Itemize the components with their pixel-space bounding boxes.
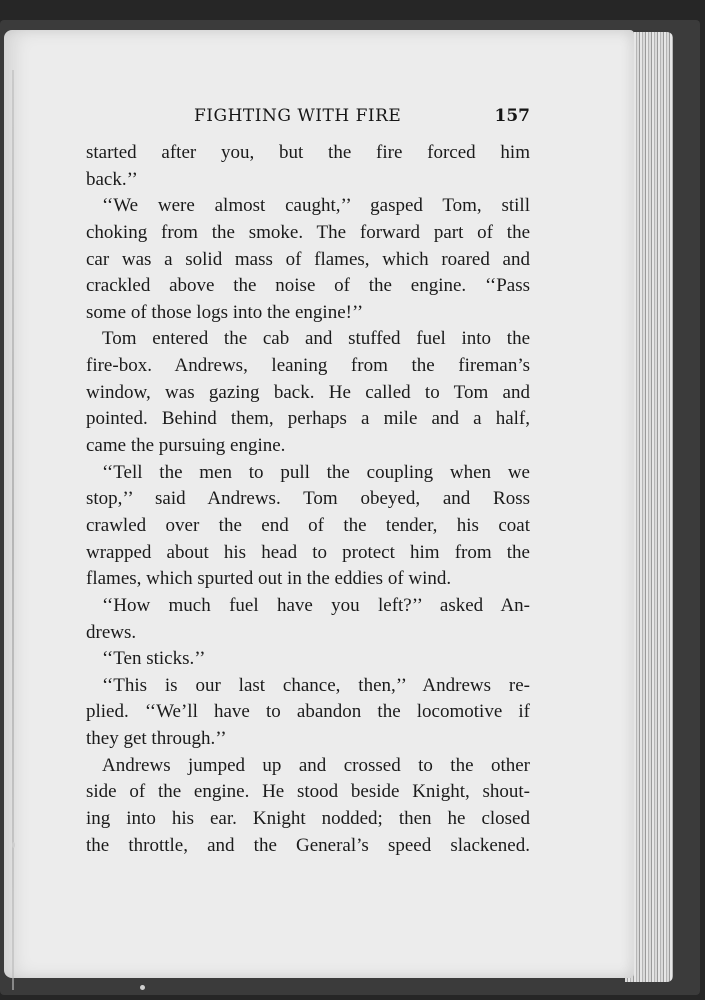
- text-line: back.’’: [86, 168, 138, 190]
- text-line: flames, which spurted out in the eddies of wind.: [86, 568, 452, 590]
- text-line: ‘‘Tell the men to pull the coupling when we: [102, 461, 530, 483]
- text-line: drews.: [86, 621, 137, 643]
- text-line: the throttle, and the General’s speed slackened.: [86, 834, 530, 856]
- text-line: fire-box. Andrews, leaning from the fireman’s: [86, 355, 530, 377]
- text-line: started after you, but the fire forced him: [86, 142, 530, 163]
- text-line: pointed. Behind them, perhaps a mile and a half,: [86, 408, 530, 430]
- text-line: ‘‘How much fuel have you left?’’ asked An-: [102, 594, 530, 616]
- body-text: [86, 140, 530, 859]
- text-line: car was a solid mass of flames, which roared and: [86, 248, 530, 270]
- text-line: ‘‘This is our last chance, then,’’ Andrews re-: [102, 674, 530, 696]
- text-line: they get through.’’: [86, 728, 227, 750]
- text-line: came the pursuing engine.: [86, 435, 286, 457]
- text-line: ing into his ear. Knight nodded; then he closed: [86, 808, 530, 830]
- page-number: 157: [494, 106, 530, 126]
- running-head: [86, 106, 530, 136]
- text-line: wrapped about his head to protect him from the: [86, 541, 530, 563]
- text-line: window, was gazing back. He called to Tom and: [86, 381, 530, 403]
- text-line: ‘‘Ten sticks.’’: [102, 648, 206, 670]
- text-line: Andrews jumped up and crossed to the other: [102, 754, 530, 776]
- text-line: plied. ‘‘We’ll have to abandon the locomotive if: [86, 701, 530, 723]
- text-line: Tom entered the cab and stuffed fuel into the: [102, 328, 530, 350]
- running-title: FIGHTING WITH FIRE: [194, 106, 402, 126]
- text-line: choking from the smoke. The forward part of the: [86, 221, 530, 243]
- text-line: side of the engine. He stood beside Knight, shout-: [86, 781, 530, 803]
- text-line: some of those logs into the engine!’’: [86, 301, 364, 323]
- text-line: crawled over the end of the tender, his coat: [86, 514, 530, 536]
- text-line: crackled above the noise of the engine. ‘‘Pass: [86, 275, 530, 297]
- text-line: ‘‘We were almost caught,’’ gasped Tom, still: [102, 195, 530, 217]
- page-gutter: [12, 70, 14, 990]
- text-line: stop,’’ said Andrews. Tom obeyed, and Ross: [86, 488, 530, 510]
